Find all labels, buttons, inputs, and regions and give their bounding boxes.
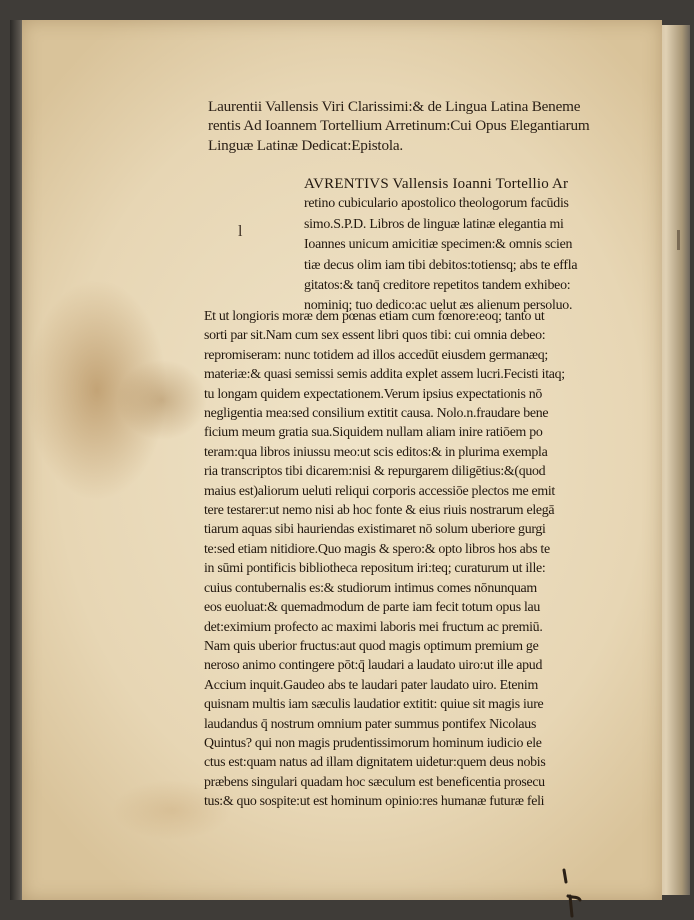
text-line: ctus est:quam natus ad illam dignitatem uidetur:quem deus nobis [204, 755, 546, 771]
text-line: laudandus q̄ nostrum omnium pater summus pontifex Nicolaus [204, 716, 537, 732]
text-line: te:sed etiam nitidiore.Quo magis & spero:& opto libros hos abs te [204, 541, 550, 557]
text-line: Accium inquit.Gaudeo abs te laudari pater laudato uiro. Etenim [204, 677, 538, 693]
text-line: in sūmi pontificis bibliotheca repositum iri:teq; curaturum ut ille: [204, 561, 546, 577]
page-tab-mark [677, 230, 680, 250]
text-line: tiarum aquas sibi hauriendas existimaret nō solum uberiore gurgi [204, 522, 546, 538]
text-line: tiæ decus olim iam tibi debitos:totiensq; abs te effla [304, 257, 578, 273]
manuscript-page [22, 20, 662, 900]
text-line: cuius contubernalis es:& studiorum intimus comes nōnunquam [204, 580, 537, 596]
text-line: repromiseram: nunc totidem ad illos accedūt eiusdem germanæq; [204, 347, 548, 363]
heading-line: Linguæ Latinæ Dedicat:Epistola. [208, 136, 403, 154]
text-line: AVRENTIVS Vallensis Ioanni Tortellio Ar [304, 176, 569, 192]
text-line: retino cubiculario apostolico theologorum facūdis [304, 196, 569, 212]
heading-block [208, 97, 658, 155]
text-line: gitatos:& tanq̄ creditore repetitos tandem exhibeo: [304, 278, 571, 294]
text-line: tere testarer:ut nemo nisi ab hoc fonte & eius riuis nostrarum elegā [204, 503, 555, 519]
heading-line: rentis Ad Ioannem Tortellium Arretinum:Cui Opus Elegantiarum [208, 117, 590, 135]
text-line: negligentia mea:sed consilium extitit causa. Nolo.n.fraudare bene [204, 406, 549, 422]
text-line: sorti par sit.Nam cum sex essent libri quos tibi: cui omnia debeo: [204, 328, 546, 344]
text-line: materiæ:& quasi semissi semis addita explet assem lucri.Fecisti itaq; [204, 367, 565, 383]
text-line: eos euoluat:& quemadmodum de parte iam fecit totum opus lau [204, 600, 541, 616]
text-line: quisnam multis iam sæculis laudatior extitit: quiue sit magis iure [204, 697, 544, 713]
text-line: teram:qua libros iniussu meo:ut scis editos:& in plurima exempla [204, 444, 548, 460]
text-line: det:eximium profecto ac maximi laboris mei fructum ac premiū. [204, 619, 543, 635]
text-line: maius est)aliorum ueluti reliqui corporis accessiōe plectos me emit [204, 483, 555, 499]
text-line: simo.S.P.D. Libros de linguæ latinæ elegantia mi [304, 216, 564, 232]
text-line: tus:& quo sospite:ut est hominum opinio:res humanæ futuræ feli [204, 794, 545, 810]
ink-mark-icon [560, 868, 582, 918]
text-line: Et ut longioris moræ dem pœnas etiam cum fœnore:eoq; tanto ut [204, 309, 545, 324]
text-line: neroso animo contingere pōt:q̄ laudari a laudato uiro:ut ille apud [204, 658, 543, 674]
indented-text-block [304, 174, 629, 317]
marginal-initial-guide: l [238, 223, 243, 240]
text-line: præbens singulari quadam hoc sæculum est beneficentia prosecu [204, 774, 545, 790]
text-line: ria transcriptos tibi dicarem:nisi & repurgarem diligētius:&(quod [204, 464, 546, 480]
text-line: Ioannes unicum amicitiæ specimen:& omnis scien [304, 237, 573, 253]
text-line: ficium meum gratia sua.Siquidem nullam aliam inire ratiōem po [204, 425, 543, 441]
text-line: tu longam quidem expectationem.Verum ipsius expectationis nō [204, 386, 543, 402]
text-line: Nam quis uberior fructus:aut quod magis optimum premium ge [204, 638, 539, 654]
heading-line: Laurentii Vallensis Viri Clarissimi:& de Lingua Latina Beneme [208, 98, 581, 115]
text-line: nominiq; tuo dedico:ac uelut æs alienum persoluo. [304, 298, 573, 314]
text-line: Quintus? qui non magis prudentissimorum hominum iudicio ele [204, 735, 542, 751]
main-text-block [204, 307, 624, 812]
